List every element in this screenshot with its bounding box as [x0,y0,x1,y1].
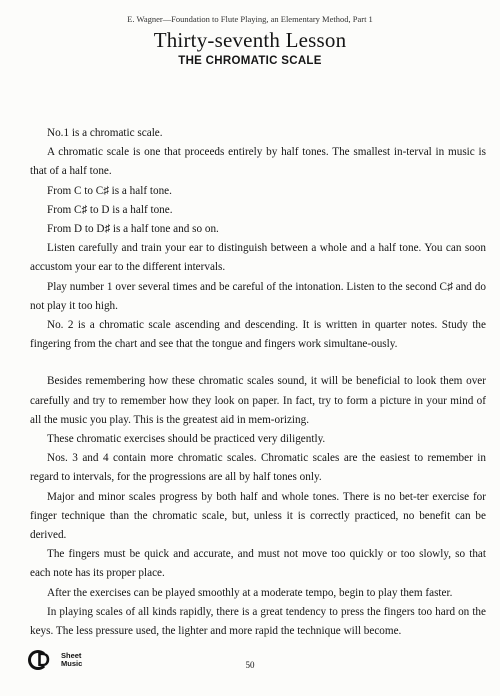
logo-line-2: Music [61,659,83,668]
paragraph: From C to C♯ is a half tone. [47,184,172,197]
paragraph: Play number 1 over several times and be careful of the intonation. Listen to the second C♯ and do not play it too high. [30,280,486,312]
paragraph: No.1 is a chromatic scale. [47,127,163,139]
page-number: 50 [245,660,255,670]
logo-line-1: Sheet [61,651,82,660]
paragraph: From C♯ to D is a half tone. [47,203,173,216]
paragraph: In playing scales of all kinds rapidly, there is a great tendency to press the fingers too hard on the keys. The less pressure used, the lighter and more rapid the technique will become. [30,605,486,638]
paragraph: No. 2 is a chromatic scale ascending and descending. It is written in quarter notes. Study the fingering from the chart and see that the tongue and fingers work simultane-ously. [30,319,486,351]
lesson-title: Thirty-seventh Lesson [153,28,347,52]
paragraph: After the exercises can be played smoothly at a moderate tempo, begin to play them faster. [47,586,453,599]
paragraph: A chromatic scale is one that proceeds entirely by half tones. The smallest in-terval in music is that of a half tone. [30,146,486,178]
cd-logo-icon: D [28,650,60,670]
paragraph: Besides remembering how these chromatic scales sound, it will be beneficial to look them over carefully and try to remember how they look on paper. In fact, try to form a picture in your mind of all the music you play. This is the greatest aid in mem-orizing. [30,375,486,426]
paragraph: Major and minor scales progress by both half and whole tones. There is no bet-ter exercise for finger technique than the chromatic scale, but, unless it is correctly practiced, no benefit can be derived. [30,490,486,542]
lesson-body [30,124,486,641]
running-header: E. Wagner—Foundation to Flute Playing, an Elementary Method, Part 1 [127,14,373,24]
paragraph: Nos. 3 and 4 contain more chromatic scales. Chromatic scales are the easiest to remember in regard to intervals, for the progressions are all by half tones only. [30,452,486,484]
paragraph: These chromatic exercises should be practiced very diligently. [47,433,326,446]
lesson-subtitle: THE CHROMATIC SCALE [178,55,322,67]
paragraph: Listen carefully and train your ear to distinguish between a whole and a half tone. You can soon accustom your ear to the different intervals. [30,242,486,274]
paragraph: The fingers must be quick and accurate, and must not move too quickly or too slowly, so that each note has its proper place. [30,548,486,580]
paragraph: From D to D♯ is a half tone and so on. [47,223,219,236]
